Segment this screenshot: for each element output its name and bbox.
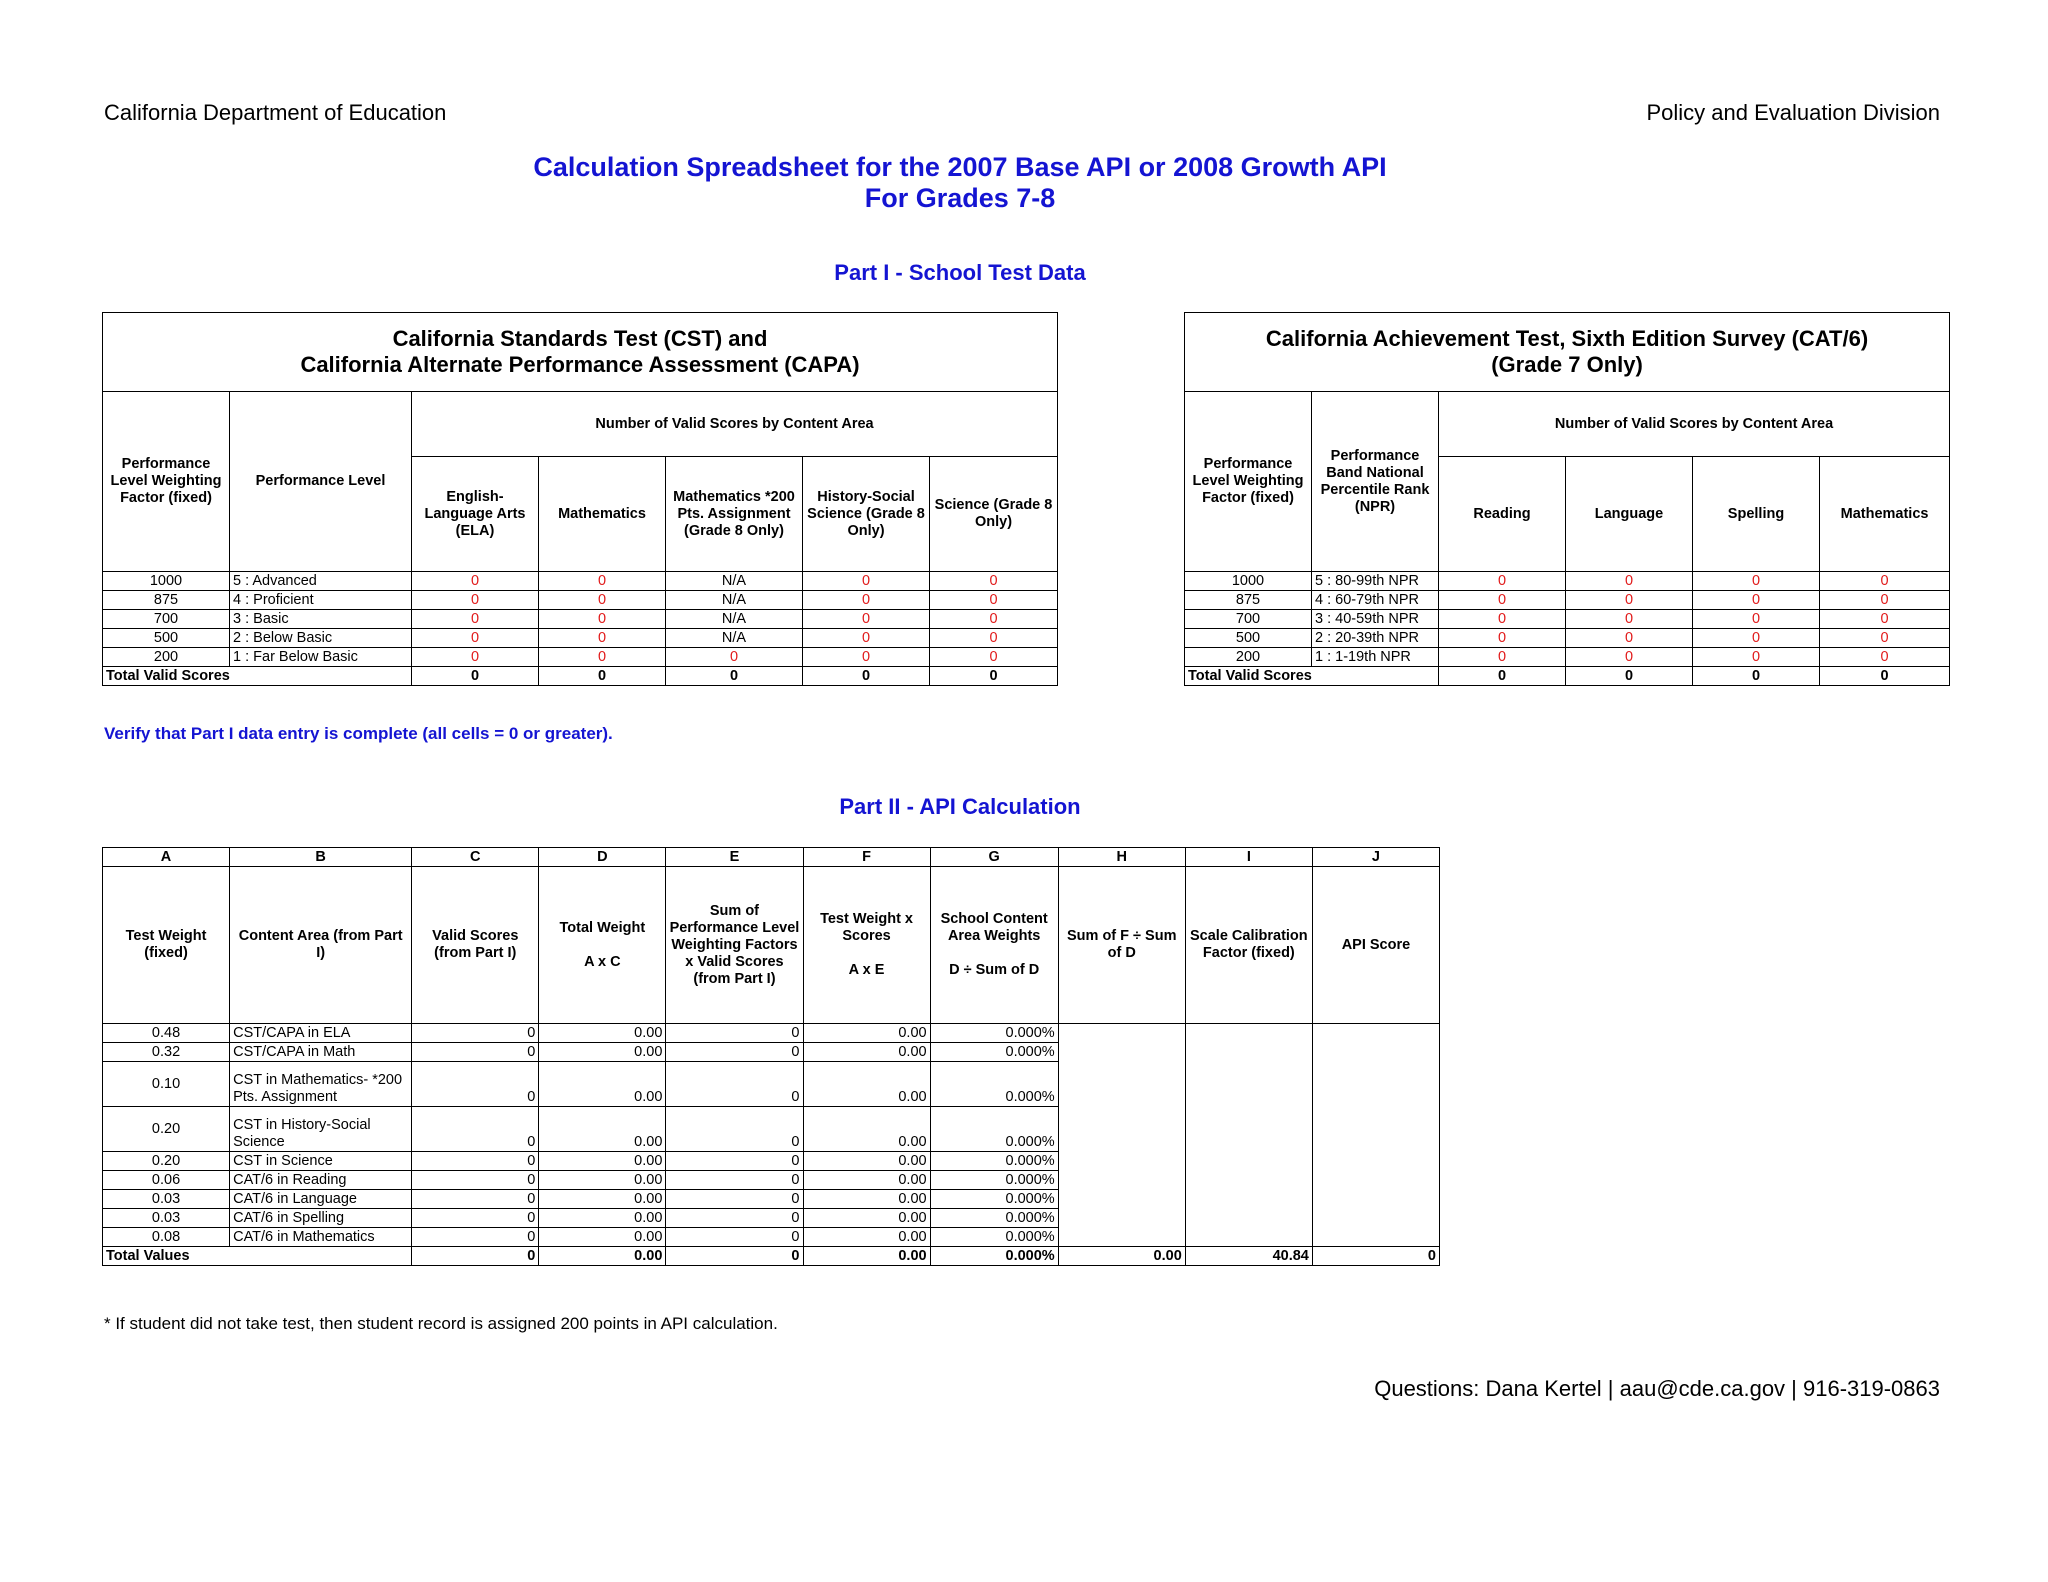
cat6-title-line2: (Grade 7 Only) xyxy=(1491,352,1643,377)
cst-title-line1: California Standards Test (CST) and xyxy=(392,326,768,351)
content-area: CST in Science xyxy=(230,1152,412,1171)
total-sum-plwf: 0 xyxy=(666,1247,803,1266)
cst-level: 1 : Far Below Basic xyxy=(230,648,412,667)
cst-cell[interactable]: 0 xyxy=(930,610,1058,629)
valid-scores: 0 xyxy=(412,1107,539,1152)
col-content-area: Content Area (from Part I) xyxy=(230,867,412,1024)
cat6-cell[interactable]: 0 xyxy=(1693,610,1820,629)
col-letter: B xyxy=(230,848,412,867)
cst-level: 3 : Basic xyxy=(230,610,412,629)
cst-col-history: History-Social Science (Grade 8 Only) xyxy=(803,457,930,572)
cst-col-math200: Mathematics *200 Pts. Assignment (Grade 8 Only) xyxy=(666,457,803,572)
cat6-col-spelling: Spelling xyxy=(1693,457,1820,572)
test-weight: 0.20 xyxy=(103,1152,230,1171)
cat6-cell[interactable]: 0 xyxy=(1566,629,1693,648)
cat6-cell[interactable]: 0 xyxy=(1439,648,1566,667)
cat6-factor: 875 xyxy=(1185,591,1312,610)
col-scale-calibration: Scale Calibration Factor (fixed) xyxy=(1185,867,1312,1024)
cst-table xyxy=(102,312,1058,686)
total-weight: 0.00 xyxy=(539,1107,666,1152)
cat6-cell[interactable]: 0 xyxy=(1693,648,1820,667)
sum-plwf: 0 xyxy=(666,1152,803,1171)
cst-cell: N/A xyxy=(666,591,803,610)
cst-cell[interactable]: 0 xyxy=(803,591,930,610)
header-row xyxy=(103,867,1440,1024)
cst-cell[interactable]: 0 xyxy=(412,610,539,629)
total-valid-scores: 0 xyxy=(412,1247,539,1266)
cst-cell[interactable]: 0 xyxy=(930,572,1058,591)
cst-cell[interactable]: 0 xyxy=(803,572,930,591)
cst-col-level: Performance Level xyxy=(230,392,412,572)
empty-cell xyxy=(1185,1024,1312,1247)
table-row xyxy=(1185,572,1950,591)
cat6-title-line1: California Achievement Test, Sixth Edition Survey (CAT/6) xyxy=(1265,326,1869,351)
area-weight: 0.000% xyxy=(930,1024,1058,1043)
col-letter: D xyxy=(539,848,666,867)
col-test-weight-x-scores: Test Weight x Scores A x E xyxy=(803,867,930,1024)
total-weight: 0.00 xyxy=(539,1190,666,1209)
sum-plwf: 0 xyxy=(666,1043,803,1062)
cst-cell[interactable]: 0 xyxy=(539,629,666,648)
cst-total: 0 xyxy=(539,667,666,686)
test-weight: 0.48 xyxy=(103,1024,230,1043)
col-letter: C xyxy=(412,848,539,867)
total-weight: 0.00 xyxy=(539,1043,666,1062)
valid-scores: 0 xyxy=(412,1171,539,1190)
cst-factor: 500 xyxy=(103,629,230,648)
table-row xyxy=(1185,591,1950,610)
area-weight: 0.000% xyxy=(930,1062,1058,1107)
cst-cell[interactable]: 0 xyxy=(930,591,1058,610)
table-total-row xyxy=(103,1247,1440,1266)
cst-title-line2: California Alternate Performance Assessment (CAPA) xyxy=(300,352,860,377)
cst-cell[interactable]: 0 xyxy=(666,648,803,667)
cst-cell[interactable]: 0 xyxy=(412,629,539,648)
table-row xyxy=(103,1024,1440,1043)
cat6-col-band: Performance Band National Percentile Rank (NPR) xyxy=(1312,392,1439,572)
cat6-band: 1 : 1-19th NPR xyxy=(1312,648,1439,667)
cst-total: 0 xyxy=(930,667,1058,686)
tw-x-scores: 0.00 xyxy=(803,1107,930,1152)
valid-scores: 0 xyxy=(412,1152,539,1171)
cst-total: 0 xyxy=(666,667,803,686)
content-area: CAT/6 in Spelling xyxy=(230,1209,412,1228)
cat6-col-mathematics: Mathematics xyxy=(1820,457,1950,572)
cst-factor: 200 xyxy=(103,648,230,667)
valid-scores: 0 xyxy=(412,1209,539,1228)
header-division: Policy and Evaluation Division xyxy=(1646,100,1940,125)
sum-plwf: 0 xyxy=(666,1209,803,1228)
page-title-line1: Calculation Spreadsheet for the 2007 Base API or 2008 Growth API xyxy=(533,152,1387,182)
cst-cell[interactable]: 0 xyxy=(539,648,666,667)
col-sum-plwf: Sum of Performance Level Weighting Factors x Valid Scores (from Part I) xyxy=(666,867,803,1024)
cat6-total: 0 xyxy=(1820,667,1950,686)
cat6-col-language: Language xyxy=(1566,457,1693,572)
area-weight: 0.000% xyxy=(930,1043,1058,1062)
cat6-total: 0 xyxy=(1566,667,1693,686)
cst-cell[interactable]: 0 xyxy=(539,572,666,591)
cat6-cell[interactable]: 0 xyxy=(1820,572,1950,591)
test-weight: 0.10 xyxy=(103,1062,230,1107)
cat6-cell[interactable]: 0 xyxy=(1439,591,1566,610)
cst-cell: N/A xyxy=(666,610,803,629)
cat6-table-title xyxy=(1185,313,1950,392)
test-weight: 0.06 xyxy=(103,1171,230,1190)
cst-cell[interactable]: 0 xyxy=(803,629,930,648)
part1-title: Part I - School Test Data xyxy=(834,260,1086,285)
total-total-weight: 0.00 xyxy=(539,1247,666,1266)
content-area: CAT/6 in Reading xyxy=(230,1171,412,1190)
scale-calibration-factor: 40.84 xyxy=(1185,1247,1312,1266)
cst-col-ela: English-Language Arts (ELA) xyxy=(412,457,539,572)
cat6-cell[interactable]: 0 xyxy=(1693,572,1820,591)
cst-cell[interactable]: 0 xyxy=(412,591,539,610)
cat6-total: 0 xyxy=(1693,667,1820,686)
table-total-row xyxy=(103,667,1058,686)
cst-col-factor: Performance Level Weighting Factor (fixed) xyxy=(103,392,230,572)
cst-cell[interactable]: 0 xyxy=(930,629,1058,648)
col-letter: A xyxy=(103,848,230,867)
cat6-factor: 200 xyxy=(1185,648,1312,667)
cat6-cell[interactable]: 0 xyxy=(1566,572,1693,591)
cst-cell[interactable]: 0 xyxy=(539,591,666,610)
letters-row xyxy=(103,848,1440,867)
cat6-cell[interactable]: 0 xyxy=(1439,572,1566,591)
page-title xyxy=(0,152,1920,214)
total-weight: 0.00 xyxy=(539,1062,666,1107)
total-area-weight: 0.000% xyxy=(930,1247,1058,1266)
cat6-cell[interactable]: 0 xyxy=(1693,629,1820,648)
cst-factor: 875 xyxy=(103,591,230,610)
tw-x-scores: 0.00 xyxy=(803,1171,930,1190)
sum-plwf: 0 xyxy=(666,1107,803,1152)
content-area: CAT/6 in Mathematics xyxy=(230,1228,412,1247)
valid-scores: 0 xyxy=(412,1062,539,1107)
col-letter: H xyxy=(1058,848,1185,867)
col-letter: F xyxy=(803,848,930,867)
area-weight: 0.000% xyxy=(930,1171,1058,1190)
cat6-cell[interactable]: 0 xyxy=(1693,591,1820,610)
area-weight: 0.000% xyxy=(930,1228,1058,1247)
tw-x-scores: 0.00 xyxy=(803,1062,930,1107)
table-row xyxy=(103,610,1058,629)
col-letter: E xyxy=(666,848,803,867)
table-row xyxy=(103,648,1058,667)
verify-note: Verify that Part I data entry is complete (all cells = 0 or greater). xyxy=(104,724,613,743)
total-weight: 0.00 xyxy=(539,1171,666,1190)
empty-cell xyxy=(1058,1024,1185,1247)
table-row xyxy=(1185,648,1950,667)
cat6-group-header: Number of Valid Scores by Content Area xyxy=(1439,392,1950,457)
area-weight: 0.000% xyxy=(930,1107,1058,1152)
content-area: CST in History-Social Science xyxy=(230,1107,412,1152)
part2-title: Part II - API Calculation xyxy=(839,794,1081,819)
cst-factor: 700 xyxy=(103,610,230,629)
test-weight: 0.32 xyxy=(103,1043,230,1062)
table-row xyxy=(1185,610,1950,629)
cst-cell: N/A xyxy=(666,572,803,591)
cst-factor: 1000 xyxy=(103,572,230,591)
col-letter: I xyxy=(1185,848,1312,867)
cat6-band: 4 : 60-79th NPR xyxy=(1312,591,1439,610)
cst-total: 0 xyxy=(412,667,539,686)
cat6-band: 5 : 80-99th NPR xyxy=(1312,572,1439,591)
cat6-cell[interactable]: 0 xyxy=(1820,648,1950,667)
test-weight: 0.08 xyxy=(103,1228,230,1247)
footnote: * If student did not take test, then student record is assigned 200 points in API calculation. xyxy=(104,1314,778,1333)
api-score: 0 xyxy=(1312,1247,1439,1266)
table-row xyxy=(103,629,1058,648)
cst-cell[interactable]: 0 xyxy=(803,610,930,629)
cst-level: 5 : Advanced xyxy=(230,572,412,591)
col-api-score: API Score xyxy=(1312,867,1439,1024)
valid-scores: 0 xyxy=(412,1043,539,1062)
cat6-total-label: Total Valid Scores xyxy=(1185,667,1439,686)
cst-level: 2 : Below Basic xyxy=(230,629,412,648)
sum-plwf: 0 xyxy=(666,1062,803,1107)
cat6-cell[interactable]: 0 xyxy=(1566,648,1693,667)
content-area: CST/CAPA in Math xyxy=(230,1043,412,1062)
sum-plwf: 0 xyxy=(666,1024,803,1043)
tw-x-scores: 0.00 xyxy=(803,1024,930,1043)
tw-x-scores: 0.00 xyxy=(803,1228,930,1247)
cat6-factor: 500 xyxy=(1185,629,1312,648)
sum-plwf: 0 xyxy=(666,1171,803,1190)
header-department: California Department of Education xyxy=(104,100,447,125)
cst-col-math: Mathematics xyxy=(539,457,666,572)
valid-scores: 0 xyxy=(412,1190,539,1209)
table-row xyxy=(103,572,1058,591)
content-area: CST in Mathematics- *200 Pts. Assignment xyxy=(230,1062,412,1107)
test-weight: 0.03 xyxy=(103,1190,230,1209)
cst-total: 0 xyxy=(803,667,930,686)
cat6-cell[interactable]: 0 xyxy=(1820,610,1950,629)
cat6-cell[interactable]: 0 xyxy=(1566,591,1693,610)
area-weight: 0.000% xyxy=(930,1190,1058,1209)
col-total-weight: Total Weight A x C xyxy=(539,867,666,1024)
cat6-band: 3 : 40-59th NPR xyxy=(1312,610,1439,629)
cat6-total: 0 xyxy=(1439,667,1566,686)
cst-cell: N/A xyxy=(666,629,803,648)
tw-x-scores: 0.00 xyxy=(803,1043,930,1062)
cst-total-label: Total Valid Scores xyxy=(103,667,412,686)
cat6-cell[interactable]: 0 xyxy=(1820,591,1950,610)
valid-scores: 0 xyxy=(412,1228,539,1247)
questions-contact: Questions: Dana Kertel | aau@cde.ca.gov | 916-319-0863 xyxy=(1374,1376,1940,1401)
tw-x-scores: 0.00 xyxy=(803,1152,930,1171)
tw-x-scores: 0.00 xyxy=(803,1190,930,1209)
col-valid-scores: Valid Scores (from Part I) xyxy=(412,867,539,1024)
cat6-factor: 1000 xyxy=(1185,572,1312,591)
api-calc-table xyxy=(102,847,1440,1266)
sum-f-div-sum-d: 0.00 xyxy=(1058,1247,1185,1266)
test-weight: 0.03 xyxy=(103,1209,230,1228)
cat6-band: 2 : 20-39th NPR xyxy=(1312,629,1439,648)
total-weight: 0.00 xyxy=(539,1024,666,1043)
cat6-cell[interactable]: 0 xyxy=(1439,629,1566,648)
col-test-weight: Test Weight (fixed) xyxy=(103,867,230,1024)
cat6-col-factor: Performance Level Weighting Factor (fixed) xyxy=(1185,392,1312,572)
cst-cell[interactable]: 0 xyxy=(803,648,930,667)
cst-table-title xyxy=(103,313,1058,392)
total-weight: 0.00 xyxy=(539,1228,666,1247)
cst-group-header: Number of Valid Scores by Content Area xyxy=(412,392,1058,457)
content-area: CAT/6 in Language xyxy=(230,1190,412,1209)
area-weight: 0.000% xyxy=(930,1209,1058,1228)
sum-plwf: 0 xyxy=(666,1228,803,1247)
table-row xyxy=(103,591,1058,610)
cst-level: 4 : Proficient xyxy=(230,591,412,610)
col-letter: G xyxy=(930,848,1058,867)
cat6-factor: 700 xyxy=(1185,610,1312,629)
tw-x-scores: 0.00 xyxy=(803,1209,930,1228)
area-weight: 0.000% xyxy=(930,1152,1058,1171)
valid-scores: 0 xyxy=(412,1024,539,1043)
cat6-cell[interactable]: 0 xyxy=(1439,610,1566,629)
total-values-label: Total Values xyxy=(103,1247,412,1266)
cat6-cell[interactable]: 0 xyxy=(1820,629,1950,648)
content-area: CST/CAPA in ELA xyxy=(230,1024,412,1043)
test-weight: 0.20 xyxy=(103,1107,230,1152)
table-row xyxy=(1185,629,1950,648)
col-letter: J xyxy=(1312,848,1439,867)
cst-cell[interactable]: 0 xyxy=(412,648,539,667)
cst-cell[interactable]: 0 xyxy=(539,610,666,629)
table-total-row xyxy=(1185,667,1950,686)
total-tw-x-scores: 0.00 xyxy=(803,1247,930,1266)
page-title-line2: For Grades 7-8 xyxy=(864,183,1056,213)
empty-cell xyxy=(1312,1024,1439,1247)
cat6-col-reading: Reading xyxy=(1439,457,1566,572)
total-weight: 0.00 xyxy=(539,1152,666,1171)
cst-col-science: Science (Grade 8 Only) xyxy=(930,457,1058,572)
sum-plwf: 0 xyxy=(666,1190,803,1209)
cat6-cell[interactable]: 0 xyxy=(1566,610,1693,629)
col-content-area-weights: School Content Area Weights D ÷ Sum of D xyxy=(930,867,1058,1024)
col-sum-f-div-sum-d: Sum of F ÷ Sum of D xyxy=(1058,867,1185,1024)
cst-cell[interactable]: 0 xyxy=(930,648,1058,667)
cst-cell[interactable]: 0 xyxy=(412,572,539,591)
cat6-table xyxy=(1184,312,1950,686)
total-weight: 0.00 xyxy=(539,1209,666,1228)
